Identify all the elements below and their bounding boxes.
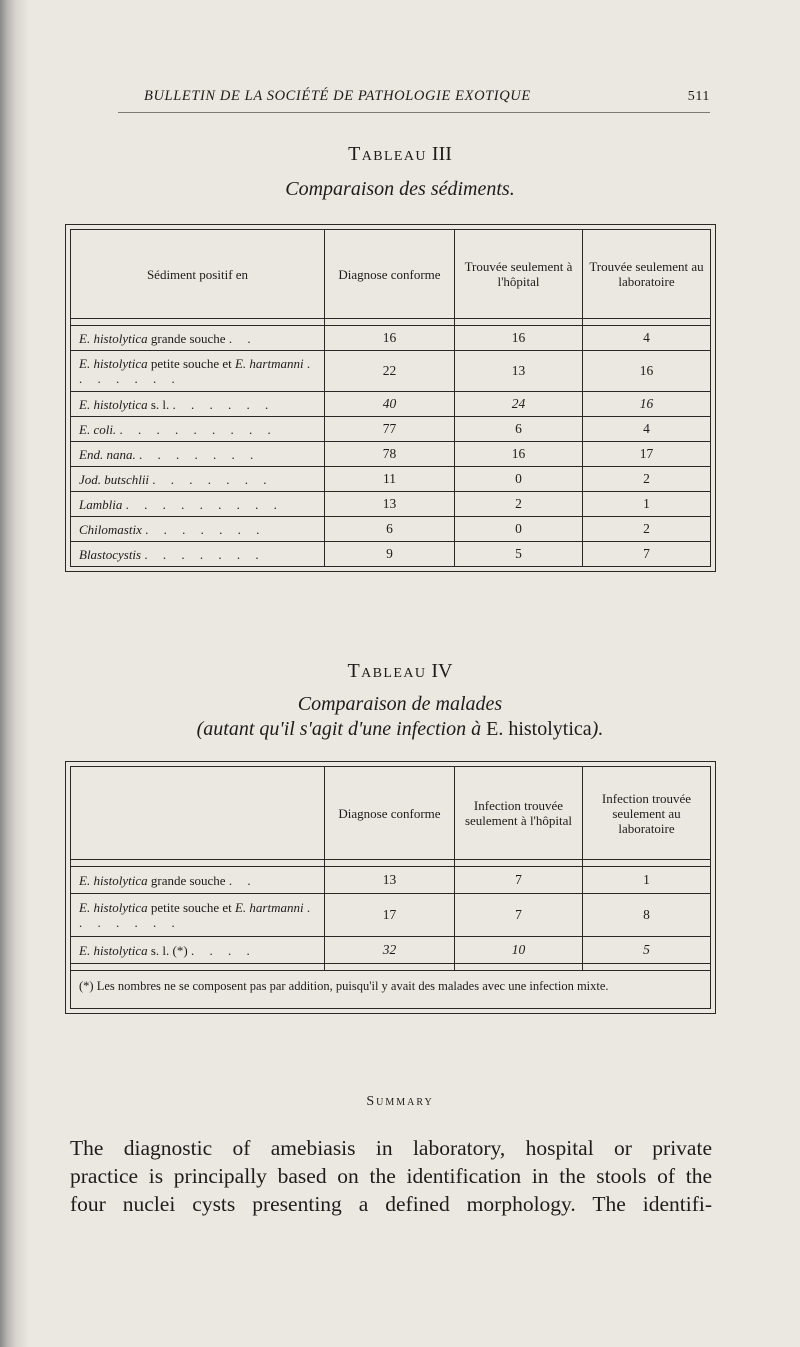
cell-value: 1 — [583, 492, 711, 517]
summary-line: The diagnostic of amebiasis in laboratory, hospital or private — [70, 1136, 712, 1160]
cell-value: 22 — [325, 351, 455, 392]
cell-value: 2 — [583, 467, 711, 492]
summary-paragraph — [70, 1134, 712, 1218]
table4-footnote-row — [71, 971, 711, 1009]
cell-value: 32 — [325, 937, 455, 964]
table-row — [71, 392, 711, 417]
table-row — [71, 492, 711, 517]
table3-header-cell: Diagnose conforme — [325, 230, 455, 319]
cell-value: 4 — [583, 417, 711, 442]
table-row — [71, 326, 711, 351]
cell-value: 11 — [325, 467, 455, 492]
table-spacer — [71, 964, 711, 971]
table4 — [70, 766, 711, 1009]
row-label: E. histolytica petite souche et E. hartmanni . . . . . . . — [71, 894, 325, 937]
table4-title: Tableau IV — [347, 660, 453, 682]
cell-value: 24 — [455, 392, 583, 417]
table3-subtitle: Comparaison des sédiments. — [285, 178, 515, 200]
table4-header-cell: Infection trouvée seulement à l'hôpital — [455, 767, 583, 860]
cell-value: 16 — [325, 326, 455, 351]
table-row — [71, 894, 711, 937]
cell-value: 17 — [325, 894, 455, 937]
table-row — [71, 517, 711, 542]
row-label: E. histolytica s. l. . . . . . . — [71, 392, 325, 417]
row-label: Chilomastix . . . . . . . — [71, 517, 325, 542]
row-label: E. histolytica grande souche . . — [71, 867, 325, 894]
cell-value: 6 — [325, 517, 455, 542]
row-label: E. histolytica petite souche et E. hartmanni . . . . . . . — [71, 351, 325, 392]
cell-value: 5 — [455, 542, 583, 567]
row-label: E. histolytica s. l. (*) . . . . — [71, 937, 325, 964]
table3-header-cell: Sédiment positif en — [71, 230, 325, 319]
table-row — [71, 467, 711, 492]
cell-value: 7 — [583, 542, 711, 567]
cell-value: 16 — [583, 392, 711, 417]
row-label: Lamblia . . . . . . . . . — [71, 492, 325, 517]
cell-value: 40 — [325, 392, 455, 417]
cell-value: 2 — [583, 517, 711, 542]
header-rule — [118, 112, 710, 113]
table4-subtitle-line1: Comparaison de malades — [297, 693, 503, 715]
table3-title: Tableau III — [348, 143, 452, 165]
summary-line: four nuclei cysts presenting a defined morphology. The identifi- — [70, 1192, 712, 1216]
table-spacer — [71, 319, 711, 326]
table4-header-row — [71, 767, 711, 860]
cell-value: 7 — [455, 894, 583, 937]
cell-value: 6 — [455, 417, 583, 442]
page-number: 511 — [687, 89, 710, 104]
table-row — [71, 867, 711, 894]
cell-value: 10 — [455, 937, 583, 964]
cell-value: 7 — [455, 867, 583, 894]
summary-title: Summary — [366, 1094, 434, 1109]
row-label: E. coli. . . . . . . . . . — [71, 417, 325, 442]
table-spacer — [71, 860, 711, 867]
cell-value: 17 — [583, 442, 711, 467]
table3-header-row — [71, 230, 711, 319]
table3-header-cell: Trouvée seulement au laboratoire — [583, 230, 711, 319]
table3-header-cell: Trouvée seulement à l'hôpital — [455, 230, 583, 319]
cell-value: 9 — [325, 542, 455, 567]
cell-value: 0 — [455, 517, 583, 542]
cell-value: 2 — [455, 492, 583, 517]
cell-value: 4 — [583, 326, 711, 351]
cell-value: 16 — [455, 326, 583, 351]
summary-line: practice is principally based on the identification in the stools of the — [70, 1164, 712, 1188]
cell-value: 0 — [455, 467, 583, 492]
table-row — [71, 351, 711, 392]
cell-value: 16 — [583, 351, 711, 392]
cell-value: 8 — [583, 894, 711, 937]
cell-value: 13 — [455, 351, 583, 392]
table3 — [70, 229, 711, 567]
cell-value: 13 — [325, 492, 455, 517]
row-label: Jod. butschlii . . . . . . . — [71, 467, 325, 492]
running-title: BULLETIN DE LA SOCIÉTÉ DE PATHOLOGIE EXOTIQUE — [144, 88, 531, 104]
table-row — [71, 542, 711, 567]
cell-value: 5 — [583, 937, 711, 964]
table-row — [71, 937, 711, 964]
cell-value: 16 — [455, 442, 583, 467]
cell-value: 1 — [583, 867, 711, 894]
cell-value: 78 — [325, 442, 455, 467]
cell-value: 77 — [325, 417, 455, 442]
row-label: Blastocystis . . . . . . . — [71, 542, 325, 567]
table-row — [71, 442, 711, 467]
table4-header-cell: Infection trouvée seulement au laboratoire — [583, 767, 711, 860]
table4-subtitle-line2: (autant qu'il s'agit d'une infection à E. histolytica). — [196, 718, 604, 740]
row-label: E. histolytica grande souche . . — [71, 326, 325, 351]
row-label: End. nana. . . . . . . . — [71, 442, 325, 467]
cell-value: 13 — [325, 867, 455, 894]
table4-footnote: (*) Les nombres ne se composent pas par addition, puisqu'il y avait des malades avec une infection mixte. — [71, 971, 711, 1009]
table4-header-cell — [71, 767, 325, 860]
table4-header-cell: Diagnose conforme — [325, 767, 455, 860]
table-row — [71, 417, 711, 442]
